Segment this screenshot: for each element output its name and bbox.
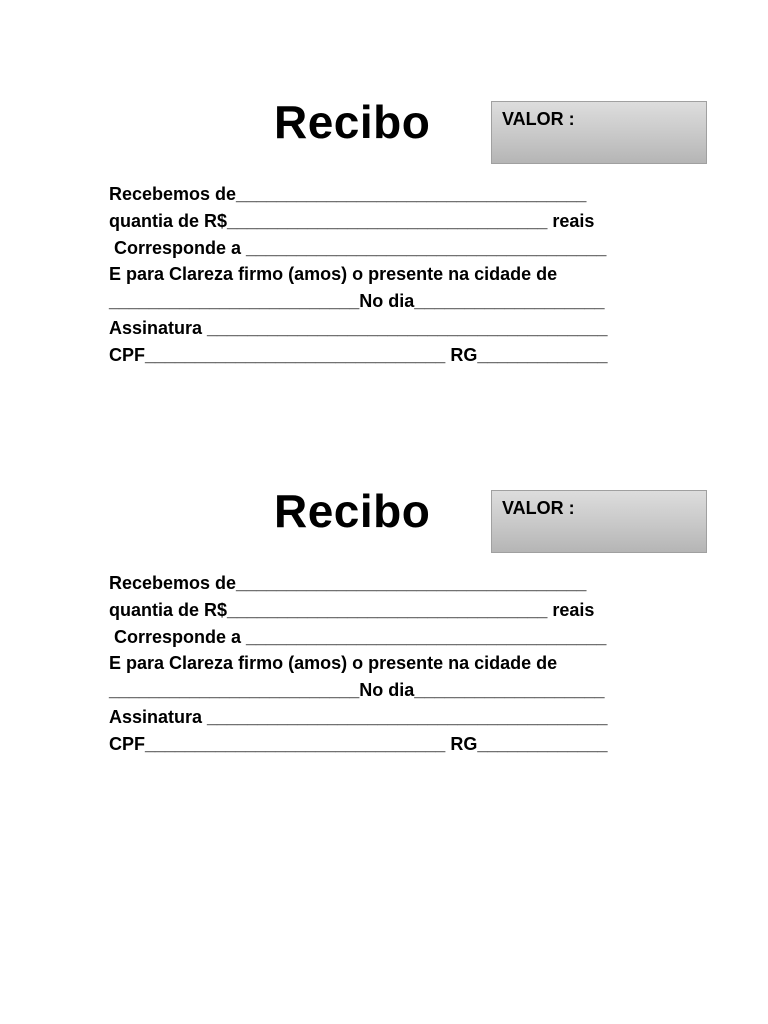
city-date-line: _________________________No dia___________________ (109, 291, 605, 312)
receipt-body (109, 181, 709, 369)
valor-label: VALOR : (502, 498, 575, 518)
receipt-title: Recibo (274, 96, 431, 148)
corresponds-to-line: Corresponde a ____________________________________ (109, 237, 607, 258)
received-from-line: Recebemos de___________________________________ (109, 573, 587, 593)
valor-box (491, 490, 707, 553)
clarity-statement-line: E para Clareza firmo (amos) o presente na cidade de (109, 653, 558, 674)
corresponds-to-line: Corresponde a ____________________________________ (109, 626, 607, 647)
amount-line: quantia de R$________________________________ reais (109, 599, 595, 620)
receipt-title: Recibo (274, 485, 431, 537)
receipt-body (109, 570, 709, 758)
receipt-1 (0, 0, 768, 365)
receipt-2 (0, 389, 768, 754)
signature-line: Assinatura ________________________________________ (109, 317, 608, 338)
received-from-line: Recebemos de___________________________________ (109, 184, 587, 204)
signature-line: Assinatura ________________________________________ (109, 706, 608, 727)
cpf-rg-line: CPF______________________________ RG_____________ (109, 733, 608, 754)
city-date-line: _________________________No dia___________________ (109, 680, 605, 701)
amount-line: quantia de R$________________________________ reais (109, 210, 595, 231)
cpf-rg-line: CPF______________________________ RG_____________ (109, 344, 608, 365)
valor-box (491, 101, 707, 164)
valor-label: VALOR : (502, 109, 575, 129)
clarity-statement-line: E para Clareza firmo (amos) o presente na cidade de (109, 264, 558, 285)
